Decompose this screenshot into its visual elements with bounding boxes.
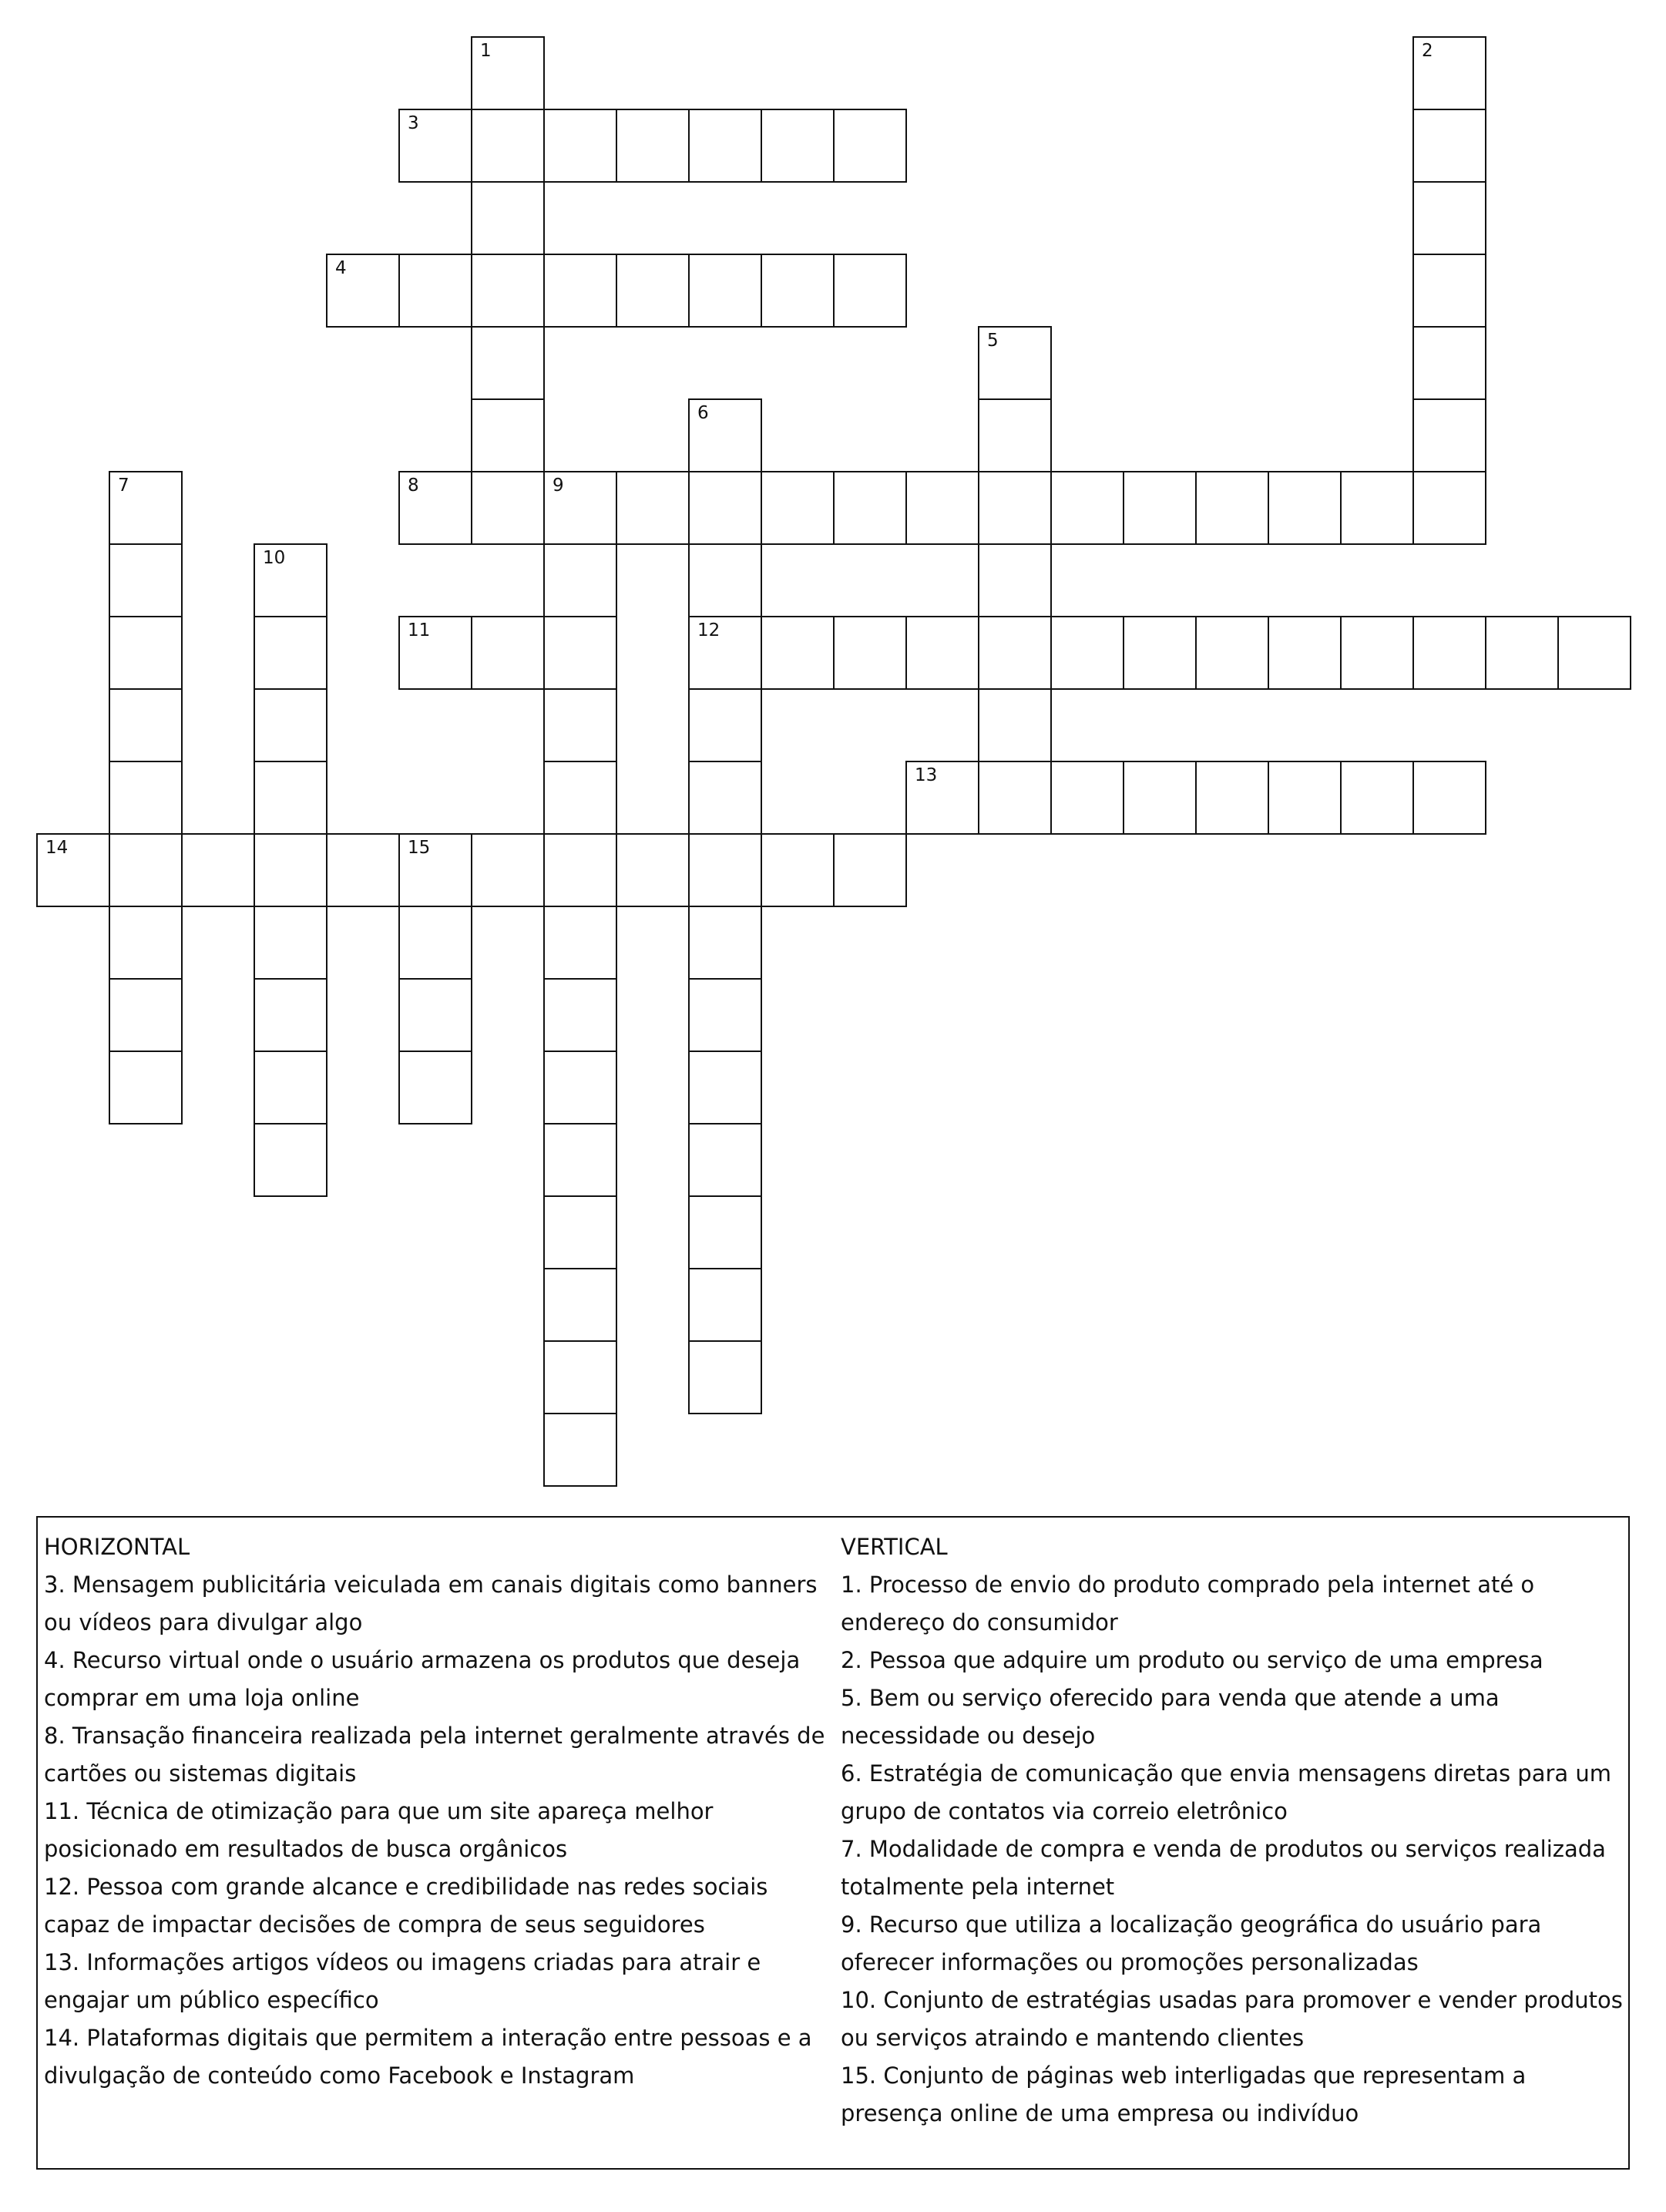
- crossword-cell[interactable]: [1412, 109, 1486, 183]
- crossword-cell[interactable]: [543, 761, 617, 835]
- crossword-cell[interactable]: [1268, 471, 1342, 545]
- crossword-cell[interactable]: [543, 833, 617, 907]
- crossword-cell[interactable]: [109, 688, 183, 762]
- crossword-cell[interactable]: [1412, 254, 1486, 328]
- crossword-cell[interactable]: [398, 906, 472, 980]
- crossword-cell[interactable]: [688, 616, 762, 690]
- clue-number: 4: [335, 258, 347, 278]
- crossword-cell[interactable]: [543, 688, 617, 762]
- crossword-cell[interactable]: [109, 1051, 183, 1124]
- crossword-cell[interactable]: [688, 1123, 762, 1197]
- crossword-cell[interactable]: [1123, 616, 1197, 690]
- crossword-cell[interactable]: [833, 833, 907, 907]
- crossword-cell[interactable]: [688, 906, 762, 980]
- crossword-cell[interactable]: [1412, 761, 1486, 835]
- crossword-cell[interactable]: [1412, 181, 1486, 255]
- crossword-cell[interactable]: [254, 1051, 327, 1124]
- crossword-cell[interactable]: [688, 471, 762, 545]
- crossword-cell[interactable]: [978, 688, 1052, 762]
- crossword-cell[interactable]: [833, 109, 907, 183]
- crossword-cell[interactable]: [543, 1123, 617, 1197]
- crossword-cell[interactable]: [616, 471, 690, 545]
- crossword-cell[interactable]: [1050, 761, 1124, 835]
- crossword-cell[interactable]: [1412, 616, 1486, 690]
- crossword-cell[interactable]: [616, 833, 690, 907]
- clue-9-down: 9. Recurso que utiliza a localização geográfica do usuário para oferecer informações ou promoções personalizadas: [841, 1911, 1542, 1975]
- crossword-cell[interactable]: [543, 1051, 617, 1124]
- crossword-cell[interactable]: [978, 398, 1052, 472]
- crossword-cell[interactable]: [254, 833, 327, 907]
- crossword-cell[interactable]: [1050, 616, 1124, 690]
- crossword-cell[interactable]: [1485, 616, 1559, 690]
- crossword-cell[interactable]: [1050, 471, 1124, 545]
- crossword-cell[interactable]: [543, 543, 617, 617]
- crossword-cell[interactable]: [1340, 616, 1414, 690]
- clue-number: 12: [697, 620, 720, 640]
- crossword-cell[interactable]: [36, 833, 110, 907]
- crossword-cell[interactable]: [109, 833, 183, 907]
- crossword-cell[interactable]: [543, 1413, 617, 1487]
- clue-number: 15: [408, 838, 431, 858]
- crossword-cell[interactable]: [326, 254, 400, 328]
- crossword-cell[interactable]: [688, 109, 762, 183]
- crossword-cell[interactable]: [978, 616, 1052, 690]
- crossword-cell[interactable]: [1340, 471, 1414, 545]
- clue-10-down: 10. Conjunto de estratégias usadas para promover e vender produtos ou serviços atraindo e mantendo clientes: [841, 1987, 1623, 2051]
- crossword-cell[interactable]: [543, 906, 617, 980]
- crossword-cell[interactable]: [471, 833, 545, 907]
- horizontal-clues: [44, 1528, 838, 2095]
- clue-12-across: 12. Pessoa com grande alcance e credibilidade nas redes sociais capaz de impactar decisões de compra de seus seguidores: [44, 1874, 768, 1938]
- crossword-cell[interactable]: [109, 543, 183, 617]
- crossword-cell[interactable]: [471, 471, 545, 545]
- crossword-cell[interactable]: [1268, 761, 1342, 835]
- crossword-cell[interactable]: [471, 36, 545, 110]
- crossword-cell[interactable]: [398, 109, 472, 183]
- crossword-cell[interactable]: [688, 1051, 762, 1124]
- crossword-cell[interactable]: [905, 616, 979, 690]
- crossword-cell[interactable]: [471, 616, 545, 690]
- crossword-cell[interactable]: [761, 254, 835, 328]
- crossword-cell[interactable]: [543, 254, 617, 328]
- vertical-heading: VERTICAL: [841, 1534, 948, 1560]
- clue-number: 1: [480, 41, 492, 61]
- clue-3-across: 3. Mensagem publicitária veiculada em canais digitais como banners ou vídeos para divulgar algo: [44, 1572, 818, 1635]
- crossword-cell[interactable]: [833, 471, 907, 545]
- clue-13-across: 13. Informações artigos vídeos ou imagens criadas para atrair e engajar um público específico: [44, 1949, 761, 2013]
- crossword-cell[interactable]: [761, 109, 835, 183]
- clue-number: 2: [1422, 41, 1433, 61]
- clue-1-down: 1. Processo de envio do produto comprado pela internet até o endereço do consumidor: [841, 1572, 1535, 1635]
- crossword-cell[interactable]: [543, 109, 617, 183]
- crossword-cell[interactable]: [761, 833, 835, 907]
- crossword-cell[interactable]: [688, 398, 762, 472]
- crossword-cell[interactable]: [109, 616, 183, 690]
- crossword-cell[interactable]: [688, 1195, 762, 1269]
- clue-11-across: 11. Técnica de otimização para que um site apareça melhor posicionado em resultados de busca orgânicos: [44, 1798, 714, 1862]
- crossword-cell[interactable]: [398, 833, 472, 907]
- crossword-cell[interactable]: [254, 761, 327, 835]
- crossword-cell[interactable]: [254, 906, 327, 980]
- clue-15-down: 15. Conjunto de páginas web interligadas que representam a presença online de uma empresa ou indivíduo: [841, 2062, 1527, 2126]
- clue-number: 10: [263, 548, 286, 568]
- clue-5-down: 5. Bem ou serviço oferecido para venda que atende a uma necessidade ou desejo: [841, 1685, 1500, 1749]
- horizontal-heading: HORIZONTAL: [44, 1534, 190, 1560]
- crossword-cell[interactable]: [254, 543, 327, 617]
- crossword-cell[interactable]: [543, 471, 617, 545]
- crossword-cell[interactable]: [543, 1268, 617, 1342]
- crossword-cell[interactable]: [471, 181, 545, 255]
- crossword-cell[interactable]: [326, 833, 400, 907]
- crossword-cell[interactable]: [761, 616, 835, 690]
- crossword-cell[interactable]: [978, 543, 1052, 617]
- crossword-cell[interactable]: [398, 978, 472, 1052]
- crossword-cell[interactable]: [616, 109, 690, 183]
- clue-14-across: 14. Plataformas digitais que permitem a interação entre pessoas e a divulgação de conteúdo como Facebook e Instagram: [44, 2025, 812, 2089]
- crossword-cell[interactable]: [543, 616, 617, 690]
- crossword-cell[interactable]: [254, 688, 327, 762]
- crossword-cell[interactable]: [1195, 616, 1269, 690]
- crossword-cell[interactable]: [688, 254, 762, 328]
- crossword-cell[interactable]: [1123, 761, 1197, 835]
- clue-number: 7: [118, 476, 129, 496]
- crossword-cell[interactable]: [978, 326, 1052, 400]
- crossword-cell[interactable]: [109, 978, 183, 1052]
- clue-number: 13: [915, 765, 938, 785]
- crossword-cell[interactable]: [1123, 471, 1197, 545]
- crossword-cell[interactable]: [398, 1051, 472, 1124]
- clue-2-down: 2. Pessoa que adquire um produto ou serviço de uma empresa: [841, 1647, 1543, 1673]
- crossword-cell[interactable]: [254, 978, 327, 1052]
- crossword-cell[interactable]: [181, 833, 255, 907]
- clue-7-down: 7. Modalidade de compra e venda de produtos ou serviços realizada totalmente pela internet: [841, 1836, 1606, 1900]
- clue-number: 8: [408, 476, 419, 496]
- crossword-cell[interactable]: [109, 906, 183, 980]
- crossword-cell[interactable]: [1195, 761, 1269, 835]
- crossword-cell[interactable]: [398, 616, 472, 690]
- crossword-cell[interactable]: [471, 254, 545, 328]
- crossword-cell[interactable]: [1412, 471, 1486, 545]
- clue-6-down: 6. Estratégia de comunicação que envia mensagens diretas para um grupo de contatos via correio eletrônico: [841, 1760, 1612, 1824]
- clues-panel: [36, 1516, 1630, 2170]
- crossword-cell[interactable]: [905, 471, 979, 545]
- crossword-cell[interactable]: [761, 471, 835, 545]
- clue-number: 6: [697, 403, 709, 423]
- clue-number: 11: [408, 620, 431, 640]
- crossword-cell[interactable]: [471, 109, 545, 183]
- clue-number: 5: [987, 331, 999, 351]
- crossword-cell[interactable]: [833, 254, 907, 328]
- vertical-clues: [841, 1528, 1627, 2133]
- crossword-cell[interactable]: [905, 761, 979, 835]
- crossword-cell[interactable]: [688, 688, 762, 762]
- crossword-cell[interactable]: [254, 1123, 327, 1197]
- crossword-cell[interactable]: [688, 1268, 762, 1342]
- crossword-cell[interactable]: [471, 326, 545, 400]
- crossword-cell[interactable]: [978, 471, 1052, 545]
- crossword-cell[interactable]: [109, 761, 183, 835]
- crossword-cell[interactable]: [543, 1340, 617, 1414]
- crossword-cell[interactable]: [688, 1340, 762, 1414]
- crossword-cell[interactable]: [688, 543, 762, 617]
- crossword-cell[interactable]: [1412, 326, 1486, 400]
- clue-4-across: 4. Recurso virtual onde o usuário armazena os produtos que deseja comprar em uma loja online: [44, 1647, 801, 1711]
- crossword-cell[interactable]: [833, 616, 907, 690]
- crossword-cell[interactable]: [398, 254, 472, 328]
- crossword-cell[interactable]: [1340, 761, 1414, 835]
- clue-number: 14: [45, 838, 69, 858]
- crossword-cell[interactable]: [1195, 471, 1269, 545]
- crossword-cell[interactable]: [471, 398, 545, 472]
- crossword-cell[interactable]: [688, 978, 762, 1052]
- crossword-cell[interactable]: [543, 978, 617, 1052]
- clue-number: 9: [553, 476, 564, 496]
- crossword-cell[interactable]: [1412, 398, 1486, 472]
- crossword-cell[interactable]: [254, 616, 327, 690]
- crossword-cell[interactable]: [398, 471, 472, 545]
- crossword-cell[interactable]: [543, 1195, 617, 1269]
- crossword-cell[interactable]: [688, 761, 762, 835]
- crossword-cell[interactable]: [109, 471, 183, 545]
- crossword-cell[interactable]: [978, 761, 1052, 835]
- crossword-cell[interactable]: [688, 833, 762, 907]
- crossword-cell[interactable]: [1557, 616, 1631, 690]
- crossword-cell[interactable]: [1268, 616, 1342, 690]
- crossword-cell[interactable]: [616, 254, 690, 328]
- clue-number: 3: [408, 113, 419, 133]
- crossword-cell[interactable]: [1412, 36, 1486, 110]
- clue-8-across: 8. Transação financeira realizada pela internet geralmente através de cartões ou sistemas digitais: [44, 1723, 825, 1787]
